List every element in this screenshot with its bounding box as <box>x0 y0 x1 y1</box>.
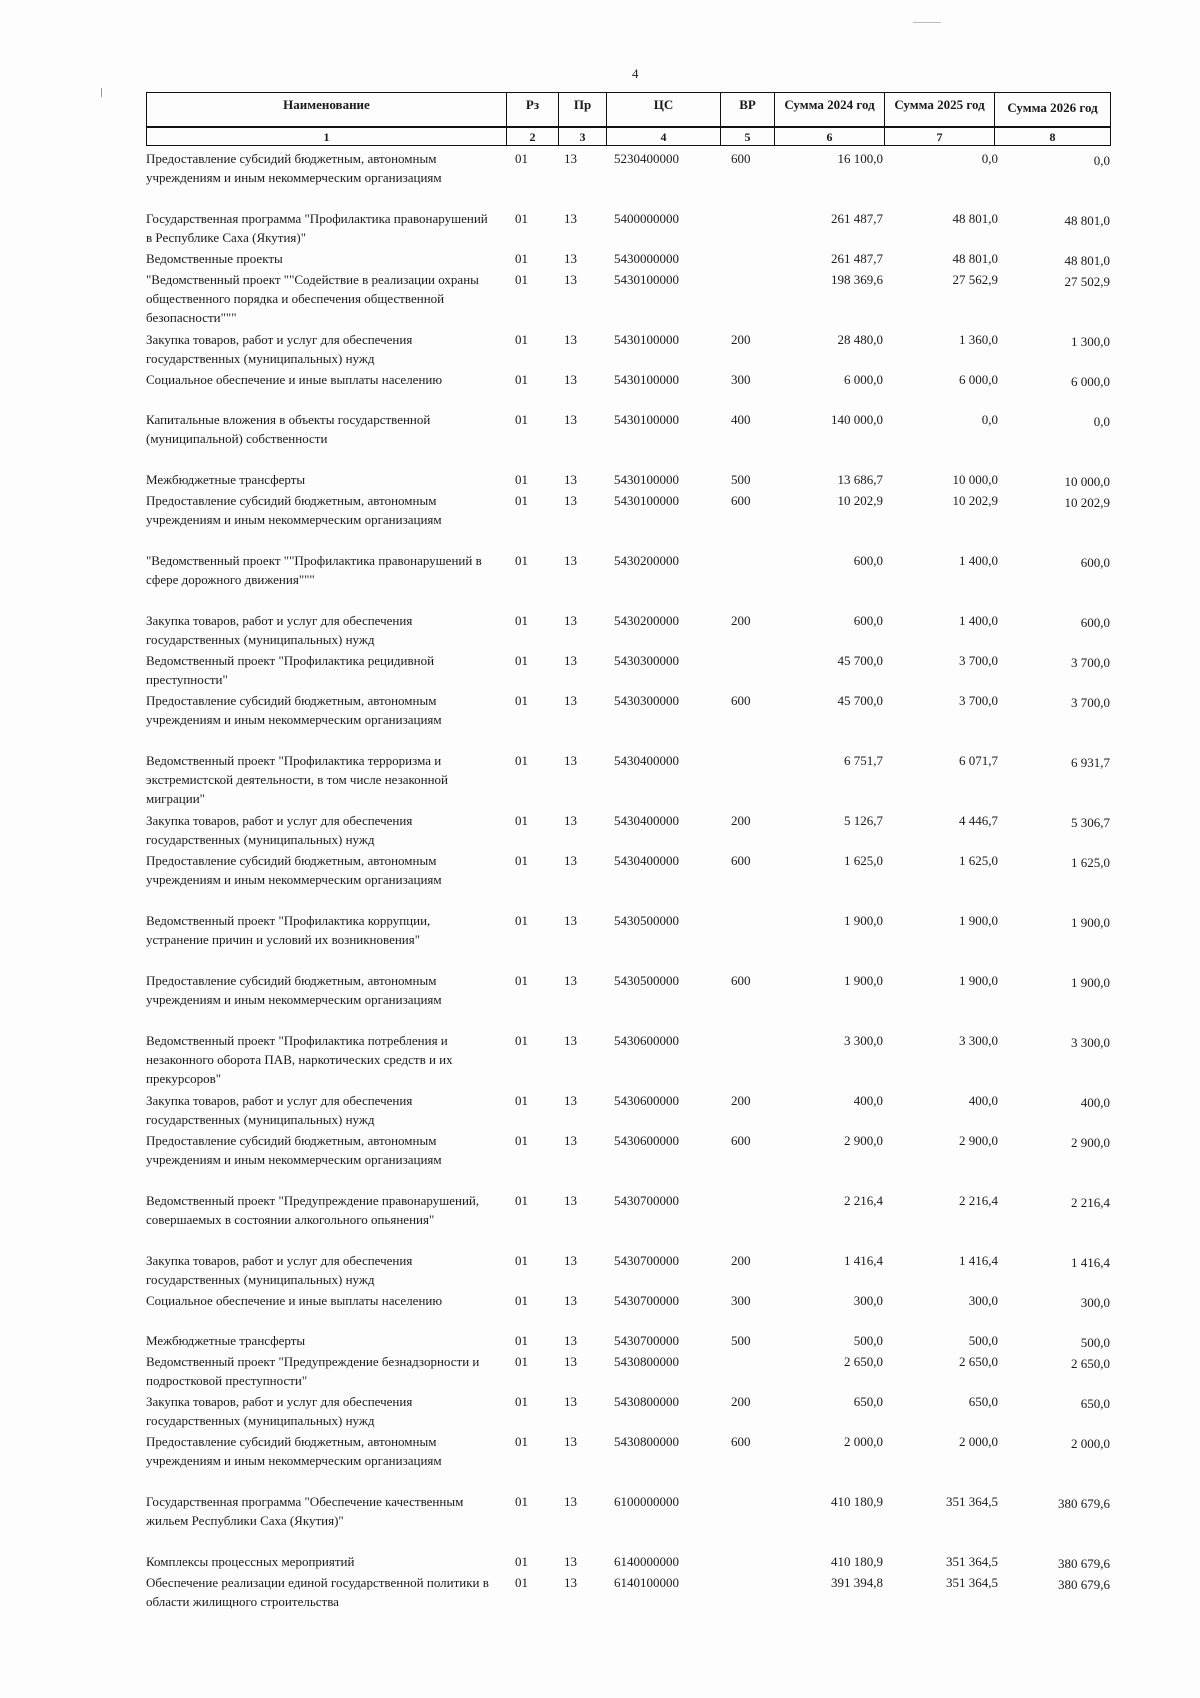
row-sum-2026: 1 300,0 <box>1071 334 1110 349</box>
row-cs: 5430700000 <box>614 1333 679 1348</box>
row-sum-2024: 600,0 <box>853 553 883 568</box>
row-name: Межбюджетные трансферты <box>146 1333 306 1348</box>
row-name: Предоставление субсидий бюджетным, автономным учреждениям и иным некоммерческим организациям <box>146 693 442 727</box>
row-cs: 5430100000 <box>614 332 679 347</box>
scan-speck <box>101 88 102 97</box>
row-name: Закупка товаров, работ и услуг для обеспечения государственных (муниципальных) нужд <box>146 1253 413 1287</box>
row-name: Предоставление субсидий бюджетным, автономным учреждениям и иным некоммерческим организациям <box>146 1434 442 1468</box>
row-sum-2026: 48 801,0 <box>1064 213 1110 228</box>
column-number: 1 <box>147 127 507 146</box>
row-name: Ведомственный проект "Предупреждение безнадзорности и подростковой преступности" <box>146 1354 480 1388</box>
row-sum-2026: 650,0 <box>1080 1396 1110 1411</box>
row-sum-2024: 140 000,0 <box>831 412 883 427</box>
row-sum-2024: 45 700,0 <box>837 653 883 668</box>
row-sum-2025: 351 364,5 <box>946 1554 998 1569</box>
row-name: Государственная программа "Профилактика правонарушений в Республике Саха (Якутия)" <box>146 211 488 245</box>
row-cs: 5230400000 <box>614 151 679 166</box>
scan-speck <box>913 22 941 23</box>
column-number-row <box>147 127 1111 146</box>
row-rz: 01 <box>515 853 528 868</box>
row-vr: 600 <box>731 853 751 868</box>
header-sum-2024: Сумма 2024 год <box>775 93 885 127</box>
row-sum-2024: 1 900,0 <box>844 913 883 928</box>
row-vr: 200 <box>731 332 751 347</box>
row-rz: 01 <box>515 372 528 387</box>
row-vr: 200 <box>731 813 751 828</box>
row-sum-2025: 351 364,5 <box>946 1575 998 1590</box>
row-sum-2026: 2 000,0 <box>1071 1436 1110 1451</box>
row-sum-2025: 48 801,0 <box>952 251 998 266</box>
row-sum-2024: 1 900,0 <box>844 973 883 988</box>
row-sum-2024: 3 300,0 <box>844 1033 883 1048</box>
row-cs: 5430700000 <box>614 1253 679 1268</box>
row-sum-2025: 3 700,0 <box>959 693 998 708</box>
row-cs: 5430100000 <box>614 412 679 427</box>
row-name: Ведомственный проект "Профилактика потребления и незаконного оборота ПАВ, наркотических средств и их прекурсоров" <box>146 1033 453 1086</box>
row-pr: 13 <box>564 1093 577 1108</box>
row-pr: 13 <box>564 332 577 347</box>
row-sum-2026: 1 900,0 <box>1071 975 1110 990</box>
row-cs: 5430500000 <box>614 913 679 928</box>
row-sum-2024: 391 394,8 <box>831 1575 883 1590</box>
row-pr: 13 <box>564 1494 577 1509</box>
row-cs: 6100000000 <box>614 1494 679 1509</box>
header-pr: Пр <box>559 93 607 127</box>
row-sum-2024: 28 480,0 <box>837 332 883 347</box>
row-vr: 600 <box>731 693 751 708</box>
row-vr: 600 <box>731 1133 751 1148</box>
row-pr: 13 <box>564 613 577 628</box>
row-rz: 01 <box>515 412 528 427</box>
row-vr: 200 <box>731 1394 751 1409</box>
row-sum-2024: 261 487,7 <box>831 211 883 226</box>
row-sum-2025: 4 446,7 <box>959 813 998 828</box>
row-name: Государственная программа "Обеспечение качественным жильем Республики Саха (Якутия)" <box>146 1494 464 1528</box>
row-sum-2026: 600,0 <box>1080 555 1110 570</box>
row-sum-2025: 2 000,0 <box>959 1434 998 1449</box>
row-rz: 01 <box>515 813 528 828</box>
table-header <box>146 92 1111 146</box>
row-rz: 01 <box>515 553 528 568</box>
row-sum-2025: 1 625,0 <box>959 853 998 868</box>
row-pr: 13 <box>564 1293 577 1308</box>
row-sum-2025: 0,0 <box>981 412 998 427</box>
row-name: Социальное обеспечение и иные выплаты населению <box>146 372 443 387</box>
row-cs: 5430300000 <box>614 653 679 668</box>
row-name: Закупка товаров, работ и услуг для обеспечения государственных (муниципальных) нужд <box>146 813 413 847</box>
row-cs: 5430300000 <box>614 693 679 708</box>
header-sum-2026: Сумма 2026 год <box>995 93 1111 127</box>
row-rz: 01 <box>515 1575 528 1590</box>
column-number: 6 <box>775 127 885 146</box>
row-name: Предоставление субсидий бюджетным, автономным учреждениям и иным некоммерческим организациям <box>146 1133 442 1167</box>
row-sum-2024: 1 625,0 <box>844 853 883 868</box>
row-rz: 01 <box>515 472 528 487</box>
header-rz: Рз <box>507 93 559 127</box>
row-sum-2026: 300,0 <box>1080 1295 1110 1310</box>
row-sum-2025: 650,0 <box>968 1394 998 1409</box>
row-pr: 13 <box>564 653 577 668</box>
row-pr: 13 <box>564 211 577 226</box>
header-name: Наименование <box>147 93 507 127</box>
row-sum-2024: 10 202,9 <box>837 493 883 508</box>
row-pr: 13 <box>564 412 577 427</box>
row-sum-2026: 400,0 <box>1080 1095 1110 1110</box>
row-sum-2024: 45 700,0 <box>837 693 883 708</box>
row-pr: 13 <box>564 753 577 768</box>
row-cs: 5430000000 <box>614 251 679 266</box>
row-sum-2025: 300,0 <box>968 1293 998 1308</box>
row-pr: 13 <box>564 372 577 387</box>
row-sum-2026: 6 000,0 <box>1071 374 1110 389</box>
row-sum-2026: 3 300,0 <box>1071 1035 1110 1050</box>
row-name: Социальное обеспечение и иные выплаты населению <box>146 1293 443 1308</box>
row-sum-2024: 2 650,0 <box>844 1354 883 1369</box>
row-sum-2025: 1 400,0 <box>959 613 998 628</box>
row-name: Закупка товаров, работ и услуг для обеспечения государственных (муниципальных) нужд <box>146 613 413 647</box>
row-cs: 5430700000 <box>614 1193 679 1208</box>
row-name: Комплексы процессных мероприятий <box>146 1554 355 1569</box>
row-sum-2025: 2 650,0 <box>959 1354 998 1369</box>
row-cs: 5430500000 <box>614 973 679 988</box>
row-sum-2025: 1 416,4 <box>959 1253 998 1268</box>
row-vr: 600 <box>731 973 751 988</box>
row-sum-2024: 650,0 <box>853 1394 883 1409</box>
row-rz: 01 <box>515 1033 528 1048</box>
row-pr: 13 <box>564 472 577 487</box>
row-name: Предоставление субсидий бюджетным, автономным учреждениям и иным некоммерческим организациям <box>146 973 442 1007</box>
row-sum-2025: 2 900,0 <box>959 1133 998 1148</box>
row-cs: 5430400000 <box>614 753 679 768</box>
row-sum-2024: 261 487,7 <box>831 251 883 266</box>
row-sum-2024: 198 369,6 <box>831 272 883 287</box>
row-sum-2026: 27 502,9 <box>1064 274 1110 289</box>
row-sum-2024: 2 900,0 <box>844 1133 883 1148</box>
row-vr: 600 <box>731 493 751 508</box>
row-sum-2024: 2 216,4 <box>844 1193 883 1208</box>
row-cs: 5430400000 <box>614 813 679 828</box>
row-sum-2025: 3 700,0 <box>959 653 998 668</box>
row-sum-2026: 10 202,9 <box>1064 495 1110 510</box>
row-pr: 13 <box>564 973 577 988</box>
row-name: Ведомственный проект "Предупреждение правонарушений, совершаемых в состоянии алкогольного опьянения" <box>146 1193 480 1227</box>
row-sum-2026: 380 679,6 <box>1058 1496 1110 1511</box>
row-rz: 01 <box>515 653 528 668</box>
row-sum-2026: 3 700,0 <box>1071 655 1110 670</box>
row-sum-2026: 600,0 <box>1080 615 1110 630</box>
header-vr: ВР <box>721 93 775 127</box>
column-number: 2 <box>507 127 559 146</box>
row-sum-2024: 6 000,0 <box>844 372 883 387</box>
row-sum-2025: 500,0 <box>968 1333 998 1348</box>
row-pr: 13 <box>564 813 577 828</box>
row-sum-2025: 10 000,0 <box>952 472 998 487</box>
row-cs: 5430200000 <box>614 553 679 568</box>
row-sum-2026: 10 000,0 <box>1064 474 1110 489</box>
row-sum-2025: 48 801,0 <box>952 211 998 226</box>
row-sum-2025: 1 360,0 <box>959 332 998 347</box>
row-sum-2026: 1 900,0 <box>1071 915 1110 930</box>
row-sum-2024: 2 000,0 <box>844 1434 883 1449</box>
row-cs: 5430200000 <box>614 613 679 628</box>
row-rz: 01 <box>515 211 528 226</box>
row-sum-2025: 1 900,0 <box>959 913 998 928</box>
row-vr: 200 <box>731 1093 751 1108</box>
row-vr: 200 <box>731 1253 751 1268</box>
row-sum-2024: 16 100,0 <box>837 151 883 166</box>
row-cs: 5400000000 <box>614 211 679 226</box>
row-cs: 6140000000 <box>614 1554 679 1569</box>
row-pr: 13 <box>564 1354 577 1369</box>
row-sum-2025: 27 562,9 <box>952 272 998 287</box>
column-number: 4 <box>607 127 721 146</box>
row-pr: 13 <box>564 1253 577 1268</box>
row-name: Ведомственный проект "Профилактика коррупции, устранение причин и условий их возникновения" <box>146 913 431 947</box>
row-sum-2025: 0,0 <box>981 151 998 166</box>
row-cs: 6140100000 <box>614 1575 679 1590</box>
row-cs: 5430600000 <box>614 1093 679 1108</box>
row-sum-2024: 410 180,9 <box>831 1494 883 1509</box>
page-number: 4 <box>632 66 639 81</box>
row-pr: 13 <box>564 693 577 708</box>
row-pr: 13 <box>564 1033 577 1048</box>
row-name: Обеспечение реализации единой государственной политики в области жилищного строительства <box>146 1575 489 1609</box>
row-pr: 13 <box>564 272 577 287</box>
row-cs: 5430400000 <box>614 853 679 868</box>
row-sum-2024: 1 416,4 <box>844 1253 883 1268</box>
row-sum-2024: 600,0 <box>853 613 883 628</box>
header-sum-2025: Сумма 2025 год <box>885 93 995 127</box>
row-cs: 5430800000 <box>614 1354 679 1369</box>
row-pr: 13 <box>564 151 577 166</box>
row-sum-2026: 5 306,7 <box>1071 815 1110 830</box>
column-number: 3 <box>559 127 607 146</box>
row-vr: 400 <box>731 412 751 427</box>
row-cs: 5430100000 <box>614 493 679 508</box>
row-pr: 13 <box>564 1333 577 1348</box>
row-rz: 01 <box>515 1293 528 1308</box>
row-pr: 13 <box>564 1554 577 1569</box>
row-rz: 01 <box>515 1333 528 1348</box>
row-rz: 01 <box>515 1554 528 1569</box>
row-sum-2024: 300,0 <box>853 1293 883 1308</box>
row-sum-2026: 380 679,6 <box>1058 1556 1110 1571</box>
row-vr: 300 <box>731 372 751 387</box>
column-number: 5 <box>721 127 775 146</box>
row-rz: 01 <box>515 1093 528 1108</box>
row-cs: 5430600000 <box>614 1133 679 1148</box>
row-pr: 13 <box>564 913 577 928</box>
row-rz: 01 <box>515 272 528 287</box>
row-rz: 01 <box>515 1434 528 1449</box>
row-rz: 01 <box>515 913 528 928</box>
row-sum-2026: 2 900,0 <box>1071 1135 1110 1150</box>
row-sum-2024: 500,0 <box>853 1333 883 1348</box>
row-sum-2026: 1 416,4 <box>1071 1255 1110 1270</box>
row-rz: 01 <box>515 613 528 628</box>
row-cs: 5430600000 <box>614 1033 679 1048</box>
row-rz: 01 <box>515 693 528 708</box>
row-sum-2026: 0,0 <box>1093 153 1110 168</box>
row-name: Предоставление субсидий бюджетным, автономным учреждениям и иным некоммерческим организациям <box>146 853 442 887</box>
row-cs: 5430100000 <box>614 372 679 387</box>
row-rz: 01 <box>515 1193 528 1208</box>
row-name: "Ведомственный проект ""Содействие в реализации охраны общественного порядка и обеспечения общественной безопасности""" <box>146 272 479 325</box>
row-sum-2026: 380 679,6 <box>1058 1577 1110 1592</box>
row-rz: 01 <box>515 332 528 347</box>
row-vr: 500 <box>731 472 751 487</box>
row-vr: 200 <box>731 613 751 628</box>
row-sum-2025: 1 900,0 <box>959 973 998 988</box>
row-sum-2026: 500,0 <box>1080 1335 1110 1350</box>
row-sum-2025: 10 202,9 <box>952 493 998 508</box>
row-name: Закупка товаров, работ и услуг для обеспечения государственных (муниципальных) нужд <box>146 1093 413 1127</box>
row-pr: 13 <box>564 1575 577 1590</box>
row-rz: 01 <box>515 753 528 768</box>
row-vr: 500 <box>731 1333 751 1348</box>
row-sum-2024: 5 126,7 <box>844 813 883 828</box>
row-sum-2024: 410 180,9 <box>831 1554 883 1569</box>
row-name: Предоставление субсидий бюджетным, автономным учреждениям и иным некоммерческим организациям <box>146 493 442 527</box>
row-sum-2026: 3 700,0 <box>1071 695 1110 710</box>
row-name: Предоставление субсидий бюджетным, автономным учреждениям и иным некоммерческим организациям <box>146 151 442 185</box>
column-number: 8 <box>995 127 1111 146</box>
row-sum-2026: 0,0 <box>1093 414 1110 429</box>
row-cs: 5430700000 <box>614 1293 679 1308</box>
column-number: 7 <box>885 127 995 146</box>
row-pr: 13 <box>564 1434 577 1449</box>
row-sum-2025: 6 071,7 <box>959 753 998 768</box>
row-sum-2025: 3 300,0 <box>959 1033 998 1048</box>
row-sum-2025: 1 400,0 <box>959 553 998 568</box>
row-rz: 01 <box>515 493 528 508</box>
row-sum-2026: 2 216,4 <box>1071 1195 1110 1210</box>
row-name: Ведомственные проекты <box>146 251 283 266</box>
row-pr: 13 <box>564 1193 577 1208</box>
header-cs: ЦС <box>607 93 721 127</box>
row-name: "Ведомственный проект ""Профилактика правонарушений в сфере дорожного движения""" <box>146 553 482 587</box>
row-cs: 5430800000 <box>614 1434 679 1449</box>
row-name: Закупка товаров, работ и услуг для обеспечения государственных (муниципальных) нужд <box>146 332 413 366</box>
row-name: Межбюджетные трансферты <box>146 472 306 487</box>
row-cs: 5430100000 <box>614 472 679 487</box>
row-rz: 01 <box>515 973 528 988</box>
row-sum-2026: 2 650,0 <box>1071 1356 1110 1371</box>
row-rz: 01 <box>515 1133 528 1148</box>
row-rz: 01 <box>515 251 528 266</box>
row-sum-2025: 400,0 <box>968 1093 998 1108</box>
row-sum-2026: 1 625,0 <box>1071 855 1110 870</box>
row-sum-2025: 351 364,5 <box>946 1494 998 1509</box>
row-name: Ведомственный проект "Профилактика рецидивной преступности" <box>146 653 435 687</box>
row-pr: 13 <box>564 1394 577 1409</box>
row-cs: 5430800000 <box>614 1394 679 1409</box>
row-cs: 5430100000 <box>614 272 679 287</box>
row-sum-2026: 6 931,7 <box>1071 755 1110 770</box>
row-pr: 13 <box>564 251 577 266</box>
row-rz: 01 <box>515 151 528 166</box>
row-rz: 01 <box>515 1394 528 1409</box>
row-rz: 01 <box>515 1253 528 1268</box>
row-vr: 300 <box>731 1293 751 1308</box>
row-rz: 01 <box>515 1494 528 1509</box>
row-name: Капитальные вложения в объекты государственной (муниципальной) собственности <box>146 412 431 446</box>
row-pr: 13 <box>564 493 577 508</box>
row-sum-2025: 2 216,4 <box>959 1193 998 1208</box>
row-vr: 600 <box>731 151 751 166</box>
row-rz: 01 <box>515 1354 528 1369</box>
row-name: Закупка товаров, работ и услуг для обеспечения государственных (муниципальных) нужд <box>146 1394 413 1428</box>
row-sum-2026: 48 801,0 <box>1064 253 1110 268</box>
header-row <box>147 93 1111 127</box>
row-pr: 13 <box>564 553 577 568</box>
row-name: Ведомственный проект "Профилактика терроризма и экстремистской деятельности, в том числе незаконной миграции" <box>146 753 449 806</box>
row-sum-2024: 13 686,7 <box>837 472 883 487</box>
row-vr: 600 <box>731 1434 751 1449</box>
row-sum-2025: 6 000,0 <box>959 372 998 387</box>
row-pr: 13 <box>564 1133 577 1148</box>
row-pr: 13 <box>564 853 577 868</box>
row-sum-2024: 6 751,7 <box>844 753 883 768</box>
row-sum-2024: 400,0 <box>853 1093 883 1108</box>
